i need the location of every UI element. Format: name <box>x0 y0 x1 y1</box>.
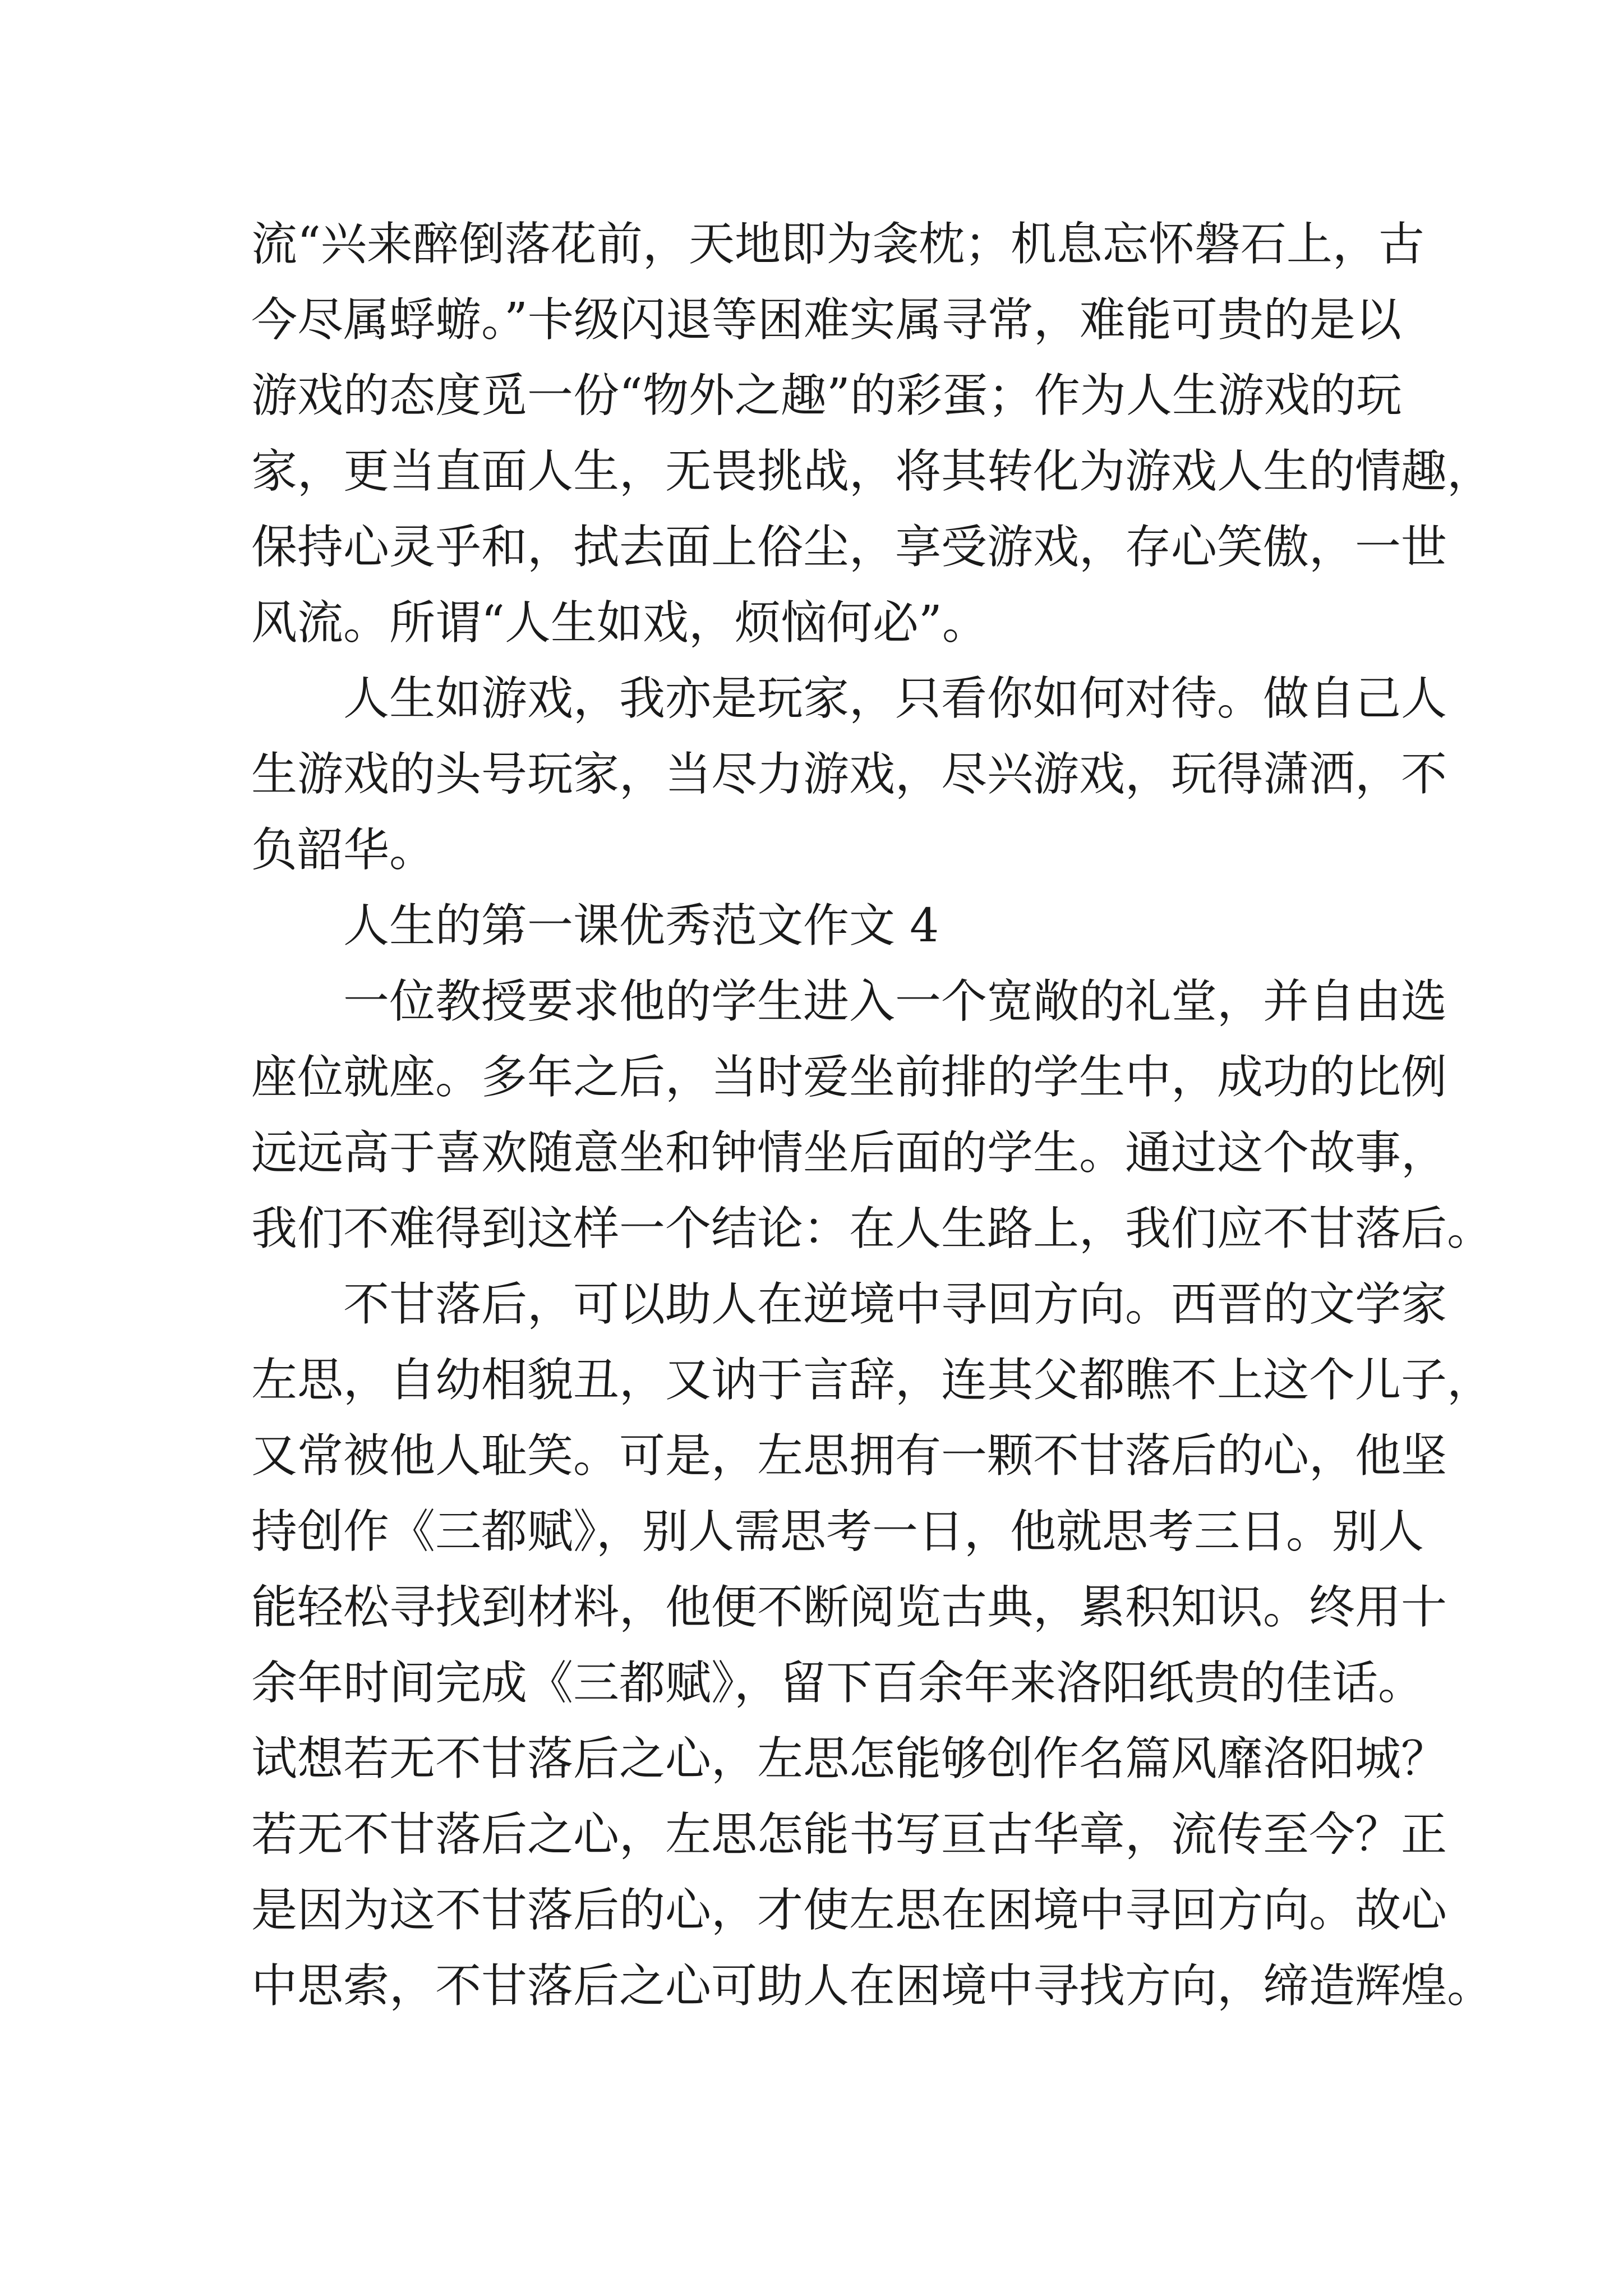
text-line: 远远高于喜欢随意坐和钟情坐后面的学生。通过这个故事， <box>251 1126 1447 1180</box>
text-line: 人生如游戏，我亦是玩家，只看你如何对待。做自己人 <box>343 672 1447 725</box>
section-heading <box>251 888 1378 964</box>
text-line: 中思索，不甘落后之心可助人在困境中寻找方向，缔造辉煌。 <box>251 1959 1493 2013</box>
paragraph-5 <box>251 1267 1493 2024</box>
paragraph-1 <box>251 206 1493 661</box>
text-line: 我们不难得到这样一个结论：在人生路上，我们应不甘落后。 <box>251 1202 1493 1255</box>
text-line: 负韶华。 <box>251 823 436 877</box>
text-line: 座位就座。多年之后，当时爱坐前排的学生中，成功的比例 <box>251 1051 1447 1104</box>
text-line: 持创作《三都赋》，别人需思考一日，他就思考三日。别人 <box>251 1505 1424 1558</box>
text-line: 家，更当直面人生，无畏挑战，将其转化为游戏人生的情趣， <box>251 445 1493 498</box>
text-line: 若无不甘落后之心，左思怎能书写亘古华章，流传至今？正 <box>251 1808 1447 1861</box>
text-line: 余年时间完成《三都赋》，留下百余年来洛阳纸贵的佳话。 <box>251 1657 1424 1710</box>
text-line: 左思，自幼相貌丑，又讷于言辞，连其父都瞧不上这个儿子， <box>251 1354 1493 1407</box>
text-line: 游戏的态度觅一份“物外之趣”的彩蛋；作为人生游戏的玩 <box>251 369 1402 422</box>
text-line: 风流。所谓“人生如戏，烦恼何必”。 <box>251 596 988 650</box>
text-line: 能轻松寻找到材料，他便不断阅览古典，累积知识。终用十 <box>251 1581 1447 1634</box>
text-line: 不甘落后，可以助人在逆境中寻回方向。西晋的文学家 <box>343 1278 1447 1331</box>
text-line: 是因为这不甘落后的心，才使左思在困境中寻回方向。故心 <box>251 1884 1447 1937</box>
paragraph-4 <box>251 964 1493 1267</box>
text-line: 又常被他人耻笑。可是，左思拥有一颗不甘落后的心，他坚 <box>251 1429 1447 1483</box>
text-line: 流“兴来醉倒落花前，天地即为衾枕；机息忘怀磐石上，古 <box>251 218 1424 271</box>
heading-text: 人生的第一课优秀范文作文 4 <box>343 899 939 953</box>
text-line: 生游戏的头号玩家，当尽力游戏，尽兴游戏，玩得潇洒，不 <box>251 748 1447 801</box>
text-line: 保持心灵乎和，拭去面上俗尘，享受游戏，存心笑傲，一世 <box>251 521 1447 574</box>
paragraph-2 <box>251 661 1447 888</box>
text-line: 今尽属蜉蝣。”卡级闪退等困难实属寻常，难能可贵的是以 <box>251 293 1401 347</box>
text-line: 一位教授要求他的学生进入一个宽敞的礼堂，并自由选 <box>343 975 1447 1028</box>
text-line: 试想若无不甘落后之心，左思怎能够创作名篇风靡洛阳城？ <box>251 1732 1447 1786</box>
document-body <box>251 206 1493 2024</box>
